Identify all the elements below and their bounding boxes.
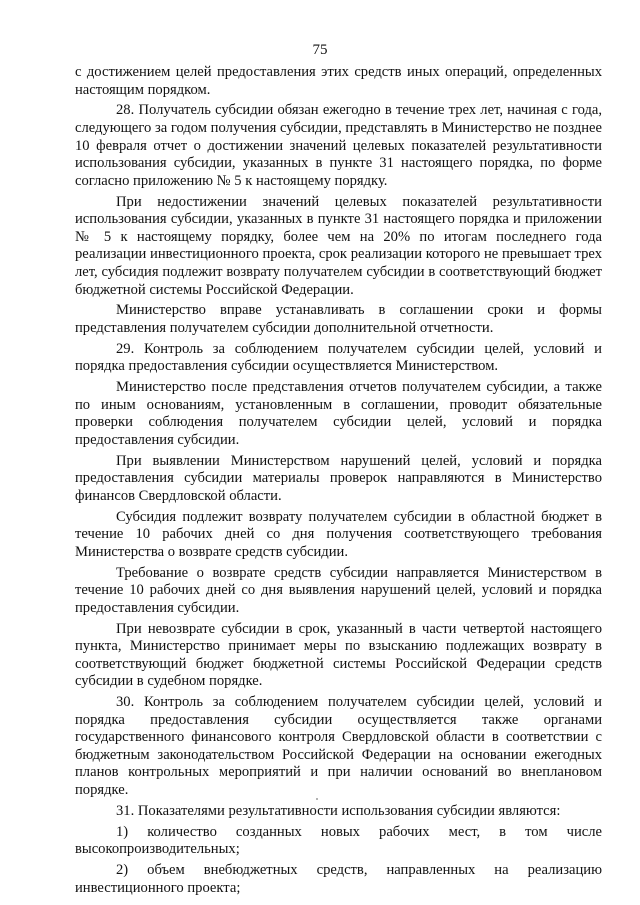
page-number: 75 — [312, 42, 328, 58]
paragraph-refund: Субсидия подлежит возврату получателем субсидии в областной бюджет в течение 10 рабочих дней со дня получения соответствующего требования Министерства о возврате средств субсидии. — [75, 508, 602, 560]
paragraph-ministry-inspections: Министерство после представления отчетов получателем субсидии, а также по иным основаниям, установленным в соглашении, проводит обязательные проверки соблюдения получателем субсидии целей, условий и порядка предоставления субсидии. — [75, 379, 602, 448]
paragraph-item-29: 29. Контроль за соблюдением получателем субсидии целей, условий и порядка предоставления субсидии осуществляется Министерством. — [75, 340, 602, 375]
document-body — [75, 64, 602, 897]
paragraph-non-return: При невозврате субсидии в срок, указанный в части четвертой настоящего пункта, Министерство принимает меры по взысканию подлежащих возврату в соответствующий бюджет бюджетной системы Российской Федерации средств субсидии в судебном порядке. — [75, 620, 602, 690]
list-item-2: 2) объем внебюджетных средств, направленных на реализацию инвестиционного проекта; — [75, 861, 602, 896]
paragraph-item-28: 28. Получатель субсидии обязан ежегодно в течение трех лет, начиная с года, следующего за годом получения субсидии, представлять в Министерство не позднее 10 февраля отчет о достижении значений целевых показателей результативности использования субсидии, указанных в пункте 31 настоящего порядка, по форме согласно приложению № 5 к настоящему порядку. — [75, 102, 603, 189]
paragraph-additional-reporting: Министерство вправе устанавливать в соглашении сроки и формы представления получателем субсидии дополнительной отчетности. — [75, 302, 602, 336]
scan-dot — [316, 798, 318, 800]
paragraph-item-30: 30. Контроль за соблюдением получателем субсидии целей, условий и порядка предоставления субсидии осуществляется также органами государственного финансового контроля Свердловской области в соответствии с бюджетным законодательством Российской Федерации на основании ежегодных планов контрольных мероприятий и при наличии оснований во внеплановом порядке. — [75, 694, 602, 799]
paragraph-violations: При выявлении Министерством нарушений целей, условий и порядка предоставления субсидии материалы проверок направляются в Министерство финансов Свердловской области. — [75, 452, 602, 504]
paragraph-target-failure: При недостижении значений целевых показателей результативности использования субсидии, указанных в пункте 31 настоящего порядка и приложении № 5 к настоящему порядку, более чем на 20% по итогам последнего года реализации инвестиционного проекта, срок реализации которого не превышает трех лет, субсидия подлежит возврату получателем субсидии в соответствующий бюджет бюджетной системы Российской Федерации. — [75, 193, 602, 298]
paragraph-continuation: с достижением целей предоставления этих средств иных операций, определенных настоящим порядком. — [75, 64, 602, 98]
list-item-1: 1) количество созданных новых рабочих мест, в том числе высокопроизводительных; — [75, 823, 602, 858]
paragraph-refund-request: Требование о возврате средств субсидии направляется Министерством в течение 10 рабочих дней со дня выявления нарушений целей, условий и порядка предоставления субсидии. — [75, 564, 602, 616]
paragraph-item-31: 31. Показателями результативности использования субсидии являются: — [116, 802, 561, 819]
